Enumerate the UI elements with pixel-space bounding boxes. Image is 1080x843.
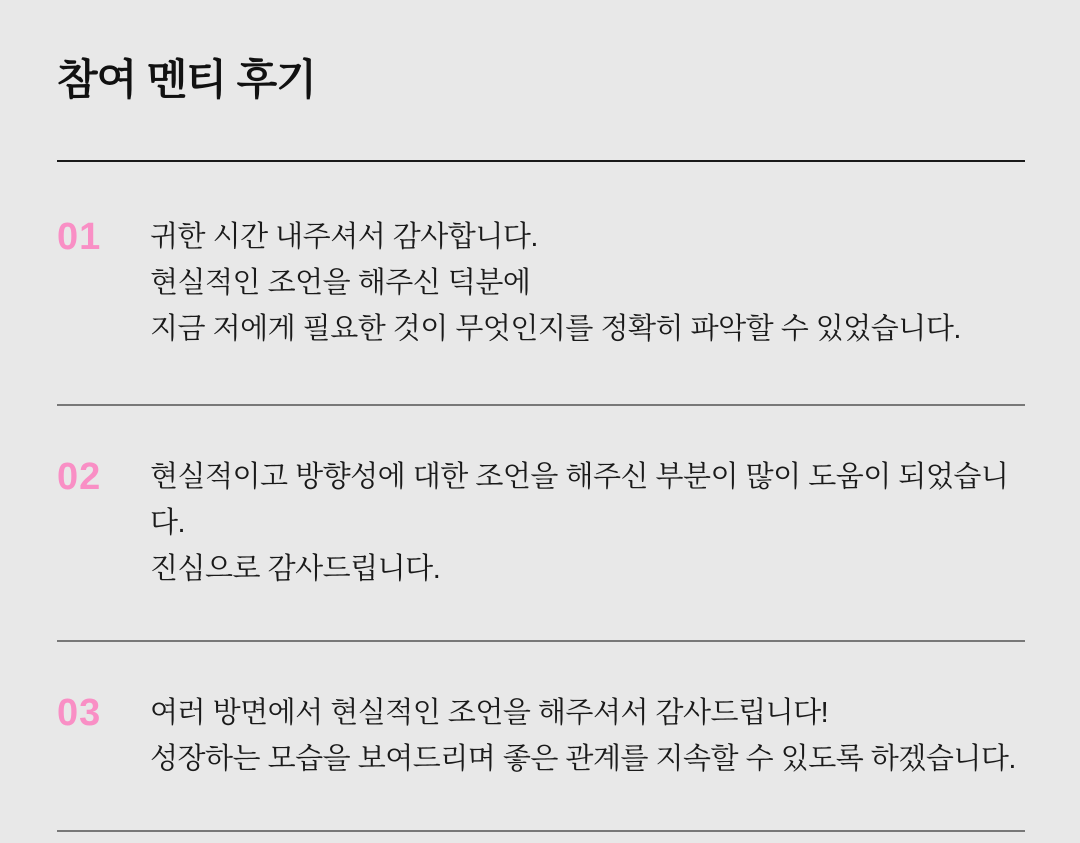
review-item-01 xyxy=(57,162,1025,404)
review-number: 01 xyxy=(57,216,102,258)
review-line: 여러 방면에서 현실적인 조언을 해주셔서 감사드립니다! xyxy=(150,697,829,729)
review-item-03 xyxy=(57,642,1025,830)
review-line: 지금 저에게 필요한 것이 무엇인지를 정확히 파악할 수 있었습니다. xyxy=(150,313,961,345)
review-text xyxy=(150,214,1025,352)
review-line: 귀한 시간 내주셔서 감사합니다. xyxy=(150,221,538,253)
review-number: 02 xyxy=(57,456,102,498)
review-line: 진심으로 감사드립니다. xyxy=(150,553,441,585)
review-item-02 xyxy=(57,406,1025,640)
review-line: 현실적이고 방향성에 대한 조언을 해주신 부분이 많이 도움이 되었습니다. xyxy=(150,461,1009,539)
review-line: 성장하는 모습을 보여드리며 좋은 관계를 지속할 수 있도록 하겠습니다. xyxy=(150,743,1016,775)
review-number: 03 xyxy=(57,692,102,734)
item-divider xyxy=(57,830,1025,832)
review-text xyxy=(150,690,1025,782)
review-line: 현실적인 조언을 해주신 덕분에 xyxy=(150,267,531,299)
page-title: 참여 멘티 후기 xyxy=(57,56,316,103)
review-text xyxy=(150,454,1025,592)
